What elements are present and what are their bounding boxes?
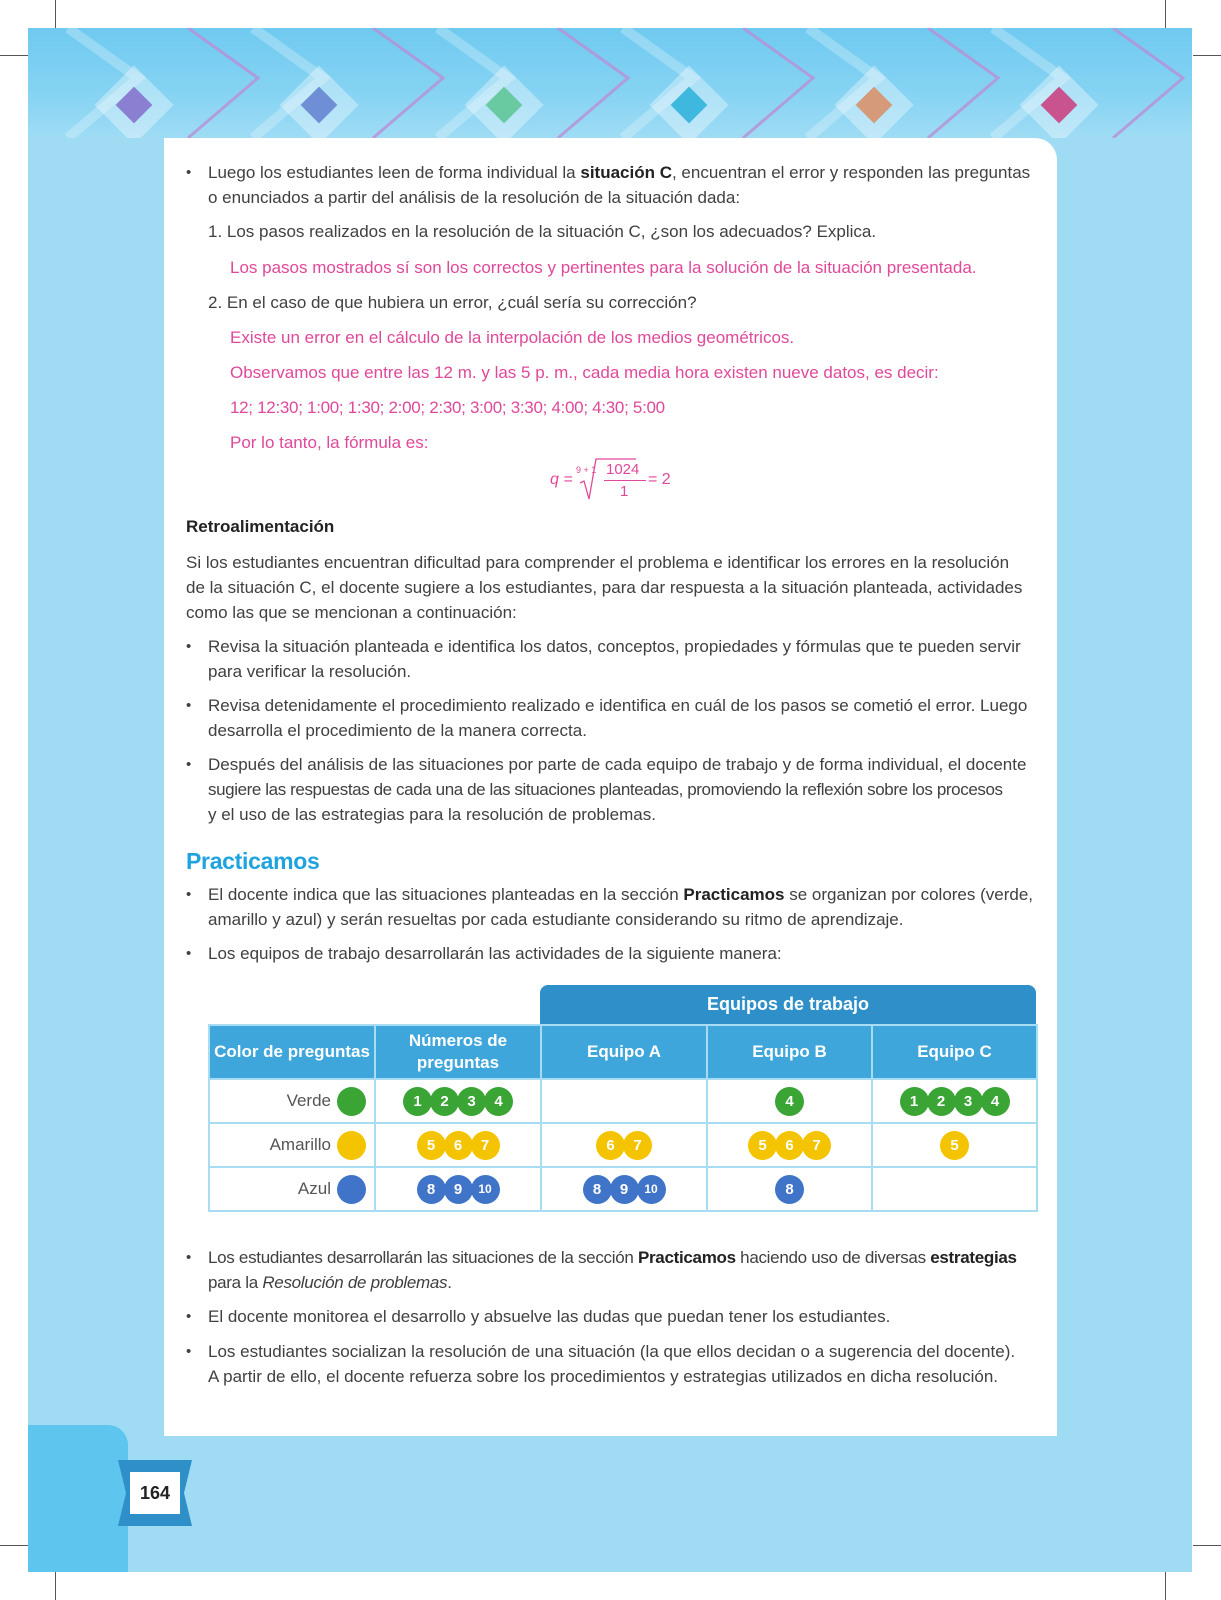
question-2: 2. En el caso de que hubiera un error, ¿cuál sería su corrección?	[208, 293, 697, 312]
color-dot-icon	[337, 1087, 366, 1116]
bullet-icon: •	[186, 1308, 192, 1325]
answer-1: Los pasos mostrados sí son los correctos y pertinentes para la solución de la situación presentada.	[230, 258, 977, 277]
bullet-icon: •	[186, 697, 192, 714]
question-number-badge: 8	[417, 1175, 446, 1204]
header-color: Color de preguntas	[209, 1025, 375, 1079]
team-cell	[541, 1079, 707, 1123]
team-cell	[541, 1123, 707, 1167]
retro-bullet-1: Revisa la situación planteada e identifica los datos, conceptos, propiedades y fórmulas que te pueden servir para verificar la resolución.	[208, 637, 1021, 681]
question-number-badge: 7	[623, 1131, 652, 1160]
team-cell	[707, 1123, 872, 1167]
practicamos-heading: Practicamos	[186, 848, 320, 874]
question-number-badge: 1	[403, 1087, 432, 1116]
team-cell	[541, 1167, 707, 1211]
equipos-group-header: Equipos de trabajo	[540, 985, 1036, 1024]
color-dot-icon	[337, 1175, 366, 1204]
formula-root-index: 9 + 1	[576, 465, 597, 475]
numbers-cell	[375, 1079, 541, 1123]
color-label: Amarillo	[269, 1134, 331, 1154]
question-number-badge: 8	[775, 1175, 804, 1204]
question-number-badge: 5	[417, 1131, 446, 1160]
bullet-icon: •	[186, 1343, 192, 1360]
section-c-intro: Luego los estudiantes leen de forma individual la situación C, encuentran el error y responden las preguntas o enunciados a partir del análisis de la resolución de la situación dada:	[208, 163, 1031, 207]
crop-mark	[55, 0, 56, 28]
question-number-badge: 3	[457, 1087, 486, 1116]
bullet-icon: •	[186, 756, 192, 773]
table-row	[209, 1123, 1037, 1167]
retro-paragraph: Si los estudiantes encuentran dificultad para comprender el problema e identificar los errores en la resolución de la situación C, el docente sugiere a los estudiantes, para dar respuesta a la situación planteada, actividades como las que se mencionan a continuación:	[186, 553, 1023, 622]
question-1: 1. Los pasos realizados en la resolución de la situación C, ¿son los adecuados? Explica.	[208, 222, 877, 241]
team-cell	[707, 1079, 872, 1123]
retro-title: Retroalimentación	[186, 517, 335, 536]
color-cell	[209, 1167, 375, 1211]
teams-table	[208, 1024, 1038, 1212]
numbers-cell	[375, 1123, 541, 1167]
question-number-badge: 8	[583, 1175, 612, 1204]
question-number-badge: 1	[900, 1087, 929, 1116]
crop-mark	[0, 1545, 28, 1546]
bullet-icon: •	[186, 1249, 192, 1266]
question-number-badge: 2	[927, 1087, 956, 1116]
crop-mark	[1165, 1572, 1166, 1600]
table-header-row	[209, 1025, 1037, 1079]
crop-mark	[1193, 1545, 1221, 1546]
crop-mark	[1193, 55, 1221, 56]
color-dot-icon	[337, 1131, 366, 1160]
crop-mark	[1165, 0, 1166, 28]
numbers-cell	[375, 1167, 541, 1211]
table-row	[209, 1167, 1037, 1211]
question-number-badge: 6	[775, 1131, 804, 1160]
team-cell	[707, 1167, 872, 1211]
formula-numerator: 1024	[606, 461, 640, 478]
color-cell	[209, 1079, 375, 1123]
answer-2-line-3: 12; 12:30; 1:00; 1:30; 2:00; 2:30; 3:00; 3:30; 4:00; 4:30; 5:00	[230, 398, 665, 417]
question-number-badge: 7	[802, 1131, 831, 1160]
question-number-badge: 4	[775, 1087, 804, 1116]
retro-bullet-2: Revisa detenidamente el procedimiento realizado e identifica en cuál de los pasos se cometió el error. Luego desarrolla el procedimiento de la manera correcta.	[208, 696, 1028, 740]
geometric-ratio-formula	[550, 455, 700, 505]
question-number-badge: 5	[748, 1131, 777, 1160]
question-number-badge: 5	[940, 1131, 969, 1160]
question-number-badge: 9	[610, 1175, 639, 1204]
question-number-badge: 4	[981, 1087, 1010, 1116]
practicamos-bullet-5: Los estudiantes socializan la resolución de una situación (la que ellos decidan o a sugerencia del docente). A partir de ello, el docente refuerza sobre los procedimientos y estrategias utilizados en dicha resolución.	[208, 1342, 1016, 1386]
retro-bullet-3: Después del análisis de las situaciones por parte de cada equipo de trabajo y de forma individual, el docente sugiere las respuestas de cada una de las situaciones planteadas, promoviendo la reflexión sobre los procesos y el uso de las estrategias para la resolución de problemas.	[208, 755, 1027, 824]
practicamos-bullet-1: El docente indica que las situaciones planteadas en la sección Practicamos se organizan por colores (verde, amarillo y azul) y serán resueltas por cada estudiante considerando su ritmo de aprendizaje.	[208, 885, 1034, 929]
question-number-badge: 9	[444, 1175, 473, 1204]
color-label: Verde	[286, 1090, 331, 1110]
question-number-badge: 10	[471, 1175, 500, 1204]
color-cell	[209, 1123, 375, 1167]
question-number-badge: 6	[444, 1131, 473, 1160]
crop-mark	[0, 55, 28, 56]
header-team-c: Equipo C	[872, 1025, 1037, 1079]
formula-lhs: q =	[550, 471, 573, 488]
practicamos-bullet-2: Los equipos de trabajo desarrollarán las actividades de la siguiente manera:	[208, 944, 782, 963]
answer-2-line-4: Por lo tanto, la fórmula es:	[230, 433, 429, 452]
question-number-badge: 4	[484, 1087, 513, 1116]
team-cell	[872, 1079, 1037, 1123]
answer-2-line-2: Observamos que entre las 12 m. y las 5 p. m., cada media hora existen nueve datos, es decir:	[230, 363, 939, 382]
team-cell	[872, 1123, 1037, 1167]
formula-denominator: 1	[620, 483, 629, 500]
answer-2-line-1: Existe un error en el cálculo de la interpolación de los medios geométricos.	[230, 328, 795, 347]
bullet-icon: •	[186, 164, 192, 181]
question-number-badge: 6	[596, 1131, 625, 1160]
formula-rhs: = 2	[648, 471, 671, 488]
header-numbers: Números de preguntas	[375, 1025, 541, 1079]
practicamos-bullet-4: El docente monitorea el desarrollo y absuelve las dudas que puedan tener los estudiantes.	[208, 1307, 891, 1326]
bullet-icon: •	[186, 638, 192, 655]
question-number-badge: 2	[430, 1087, 459, 1116]
color-label: Azul	[297, 1178, 331, 1198]
page-number: 164	[130, 1472, 180, 1514]
chevron-pattern	[28, 28, 1192, 138]
question-number-badge: 3	[954, 1087, 983, 1116]
practicamos-bullet-3: Los estudiantes desarrollarán las situaciones de la sección Practicamos haciendo uso de diversas estrategias para la Resolución de problemas.	[208, 1248, 1017, 1292]
header-team-b: Equipo B	[707, 1025, 872, 1079]
fraction-bar	[604, 480, 646, 481]
question-number-badge: 10	[637, 1175, 666, 1204]
team-cell	[872, 1167, 1037, 1211]
crop-mark	[55, 1572, 56, 1600]
header-team-a: Equipo A	[541, 1025, 707, 1079]
bullet-icon: •	[186, 886, 192, 903]
table-row	[209, 1079, 1037, 1123]
left-accent-strip	[28, 1425, 128, 1572]
decorative-banner	[28, 28, 1192, 138]
question-number-badge: 7	[471, 1131, 500, 1160]
bullet-icon: •	[186, 945, 192, 962]
